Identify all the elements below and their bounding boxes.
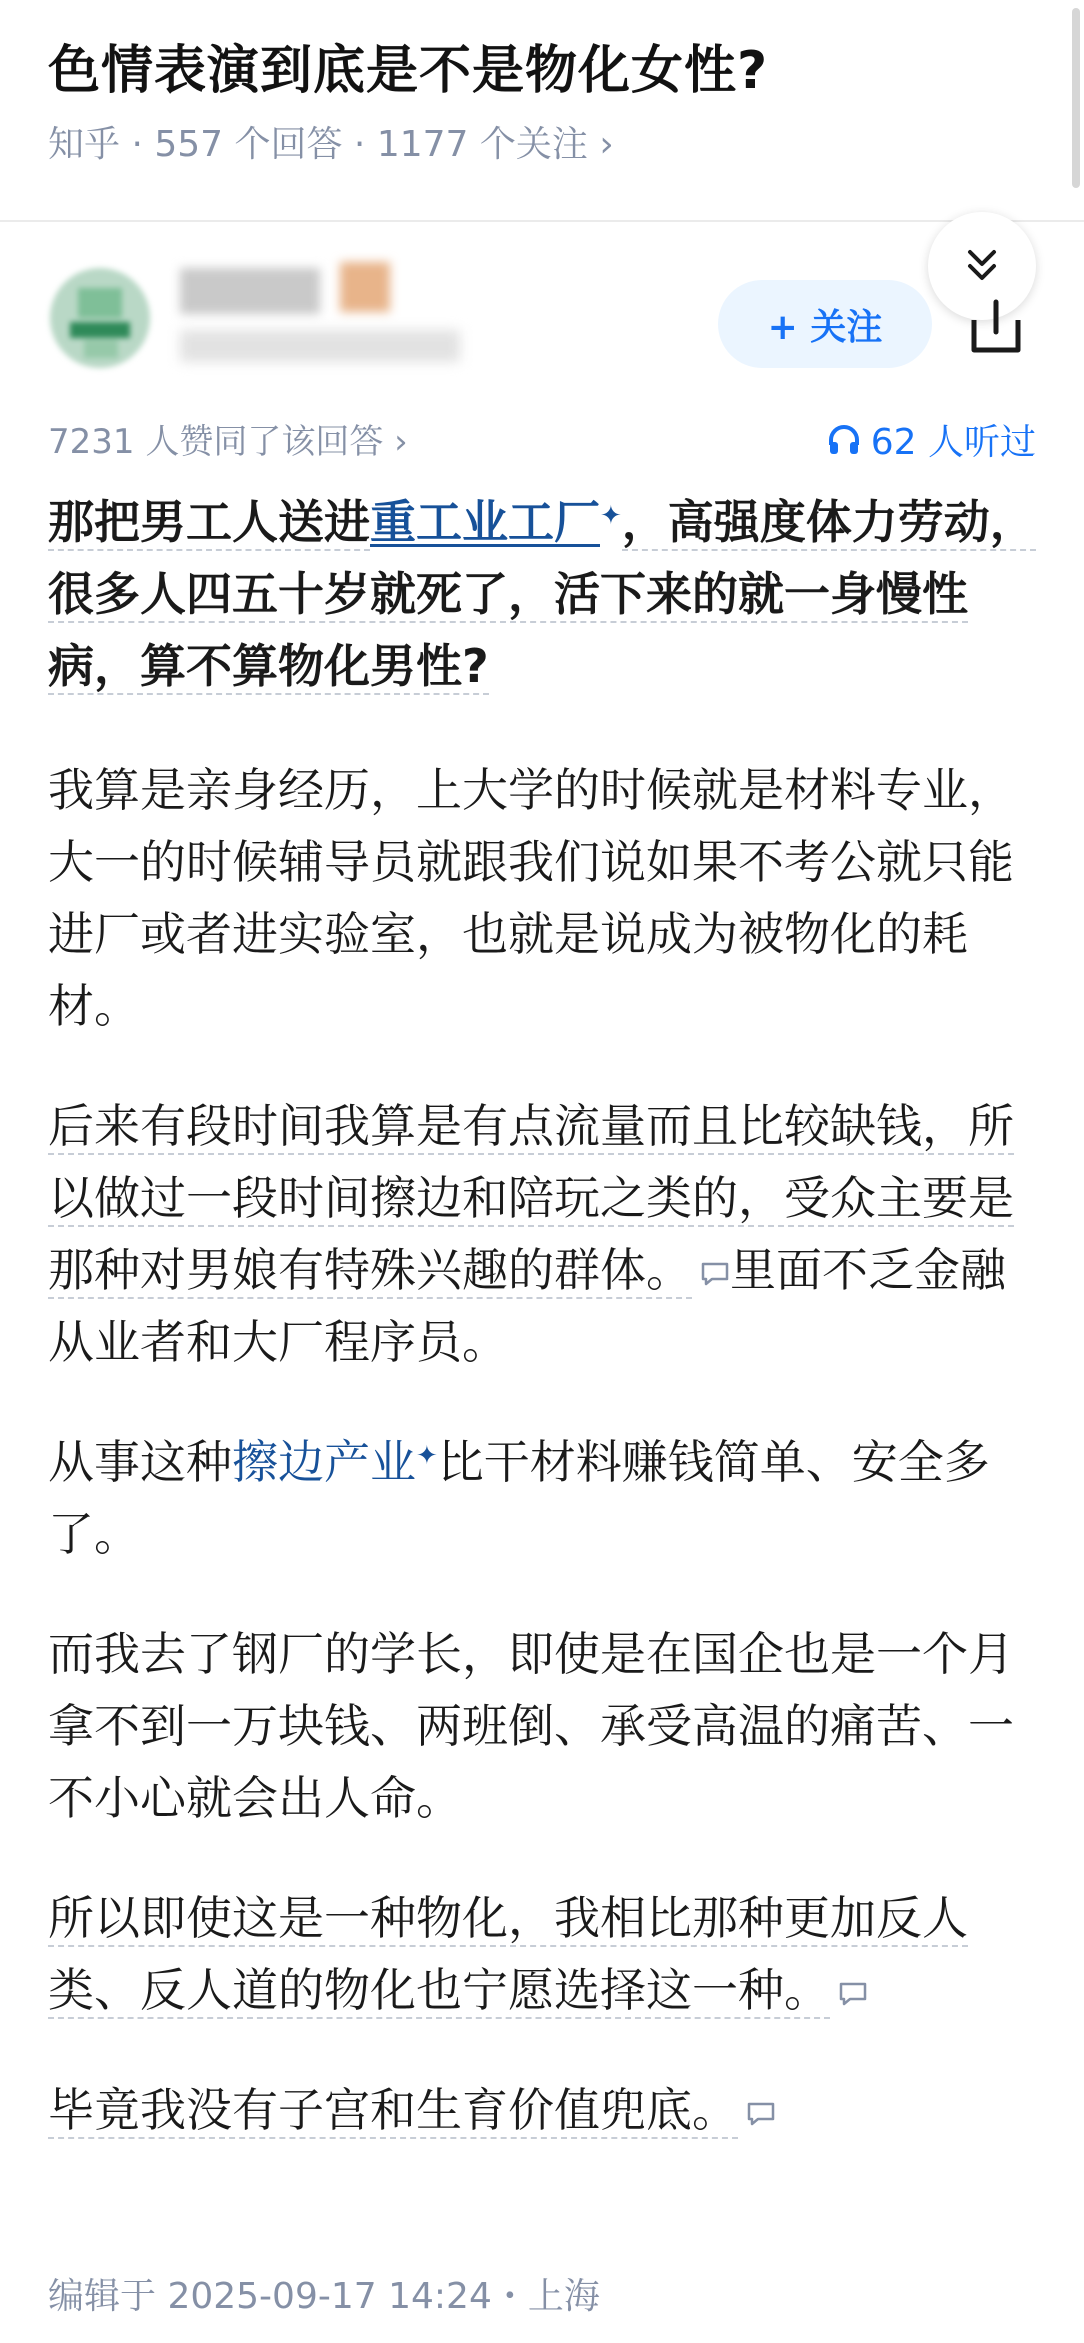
answer-paragraph-6 <box>48 1882 1038 2026</box>
text-segment: ，高强度体力劳动，很多人四五十岁就死了，活下来的就一身慢性病，算不算物化男性? <box>48 495 1036 693</box>
share-icon[interactable] <box>968 296 1024 356</box>
answer-paragraph-7 <box>48 2074 1038 2146</box>
edited-timestamp: 编辑于 2025-09-17 14:24・上海 <box>48 2276 600 2317</box>
link-edge-industry[interactable]: 擦边产业 <box>232 1435 416 1489</box>
comment-icon[interactable] <box>838 1981 868 2007</box>
author-badge-blurred <box>340 262 390 312</box>
listen-count[interactable] <box>827 414 1036 465</box>
text-segment: 比干材料赚钱简单、安全多了。 <box>48 1435 990 1561</box>
answer-paragraph-4 <box>48 1426 1038 1570</box>
scrollbar[interactable] <box>1072 8 1080 188</box>
vote-count[interactable]: 7231 人赞同了该回答 › <box>48 422 408 462</box>
comment-icon[interactable] <box>700 1261 730 1287</box>
answer-body <box>48 486 1038 2194</box>
chevron-double-down-icon <box>962 246 1002 286</box>
answer-paragraph-5: 而我去了钢厂的学长，即使是在国企也是一个月拿不到一万块钱、两班倒、承受高温的痛苦、一不小心就会出人命。 <box>48 1627 1014 1825</box>
link-heavy-industry[interactable]: 重工业工厂 <box>370 495 600 549</box>
text-segment: 从事这种 <box>48 1435 232 1489</box>
listen-label: 62 人听过 <box>870 422 1036 463</box>
text-segment: 所以即使这是一种物化，我相比那种更加反人类、反人道的物化也宁愿选择这一种。 <box>48 1891 968 2017</box>
author-name-blurred[interactable] <box>180 268 320 314</box>
author-bio-blurred <box>180 330 460 362</box>
text-segment: 里面不乏金融从业者和大厂程序员。 <box>48 1243 1006 1369</box>
headphones-icon <box>827 423 861 457</box>
text-segment: 那把男工人送进 <box>48 495 370 549</box>
text-segment: 后来有段时间我算是有点流量而且比较缺钱，所以做过一段时间擦边和陪玩之类的，受众主要是那种对男娘有特殊兴趣的群体。 <box>48 1099 1014 1297</box>
text-segment: 毕竟我没有子宫和生育价值兜底。 <box>48 2083 738 2137</box>
avatar[interactable] <box>50 268 150 368</box>
answer-paragraph-2: 我算是亲身经历，上大学的时候就是材料专业，大一的时候辅导员就跟我们说如果不考公就只能进厂或者进实验室，也就是说成为被物化的耗材。 <box>48 763 1014 1033</box>
question-header <box>0 0 1084 222</box>
comment-icon[interactable] <box>746 2101 776 2127</box>
follow-button[interactable]: + 关注 <box>718 280 932 368</box>
question-title[interactable]: 色情表演到底是不是物化女性? <box>48 41 769 101</box>
link-mark: ✦ <box>416 1441 438 1471</box>
answer-paragraph-3 <box>48 1090 1038 1378</box>
answer-paragraph-1 <box>48 486 1038 702</box>
link-mark: ✦ <box>600 501 622 531</box>
question-meta[interactable]: 知乎 · 557 个回答 · 1177 个关注 › <box>48 124 614 165</box>
